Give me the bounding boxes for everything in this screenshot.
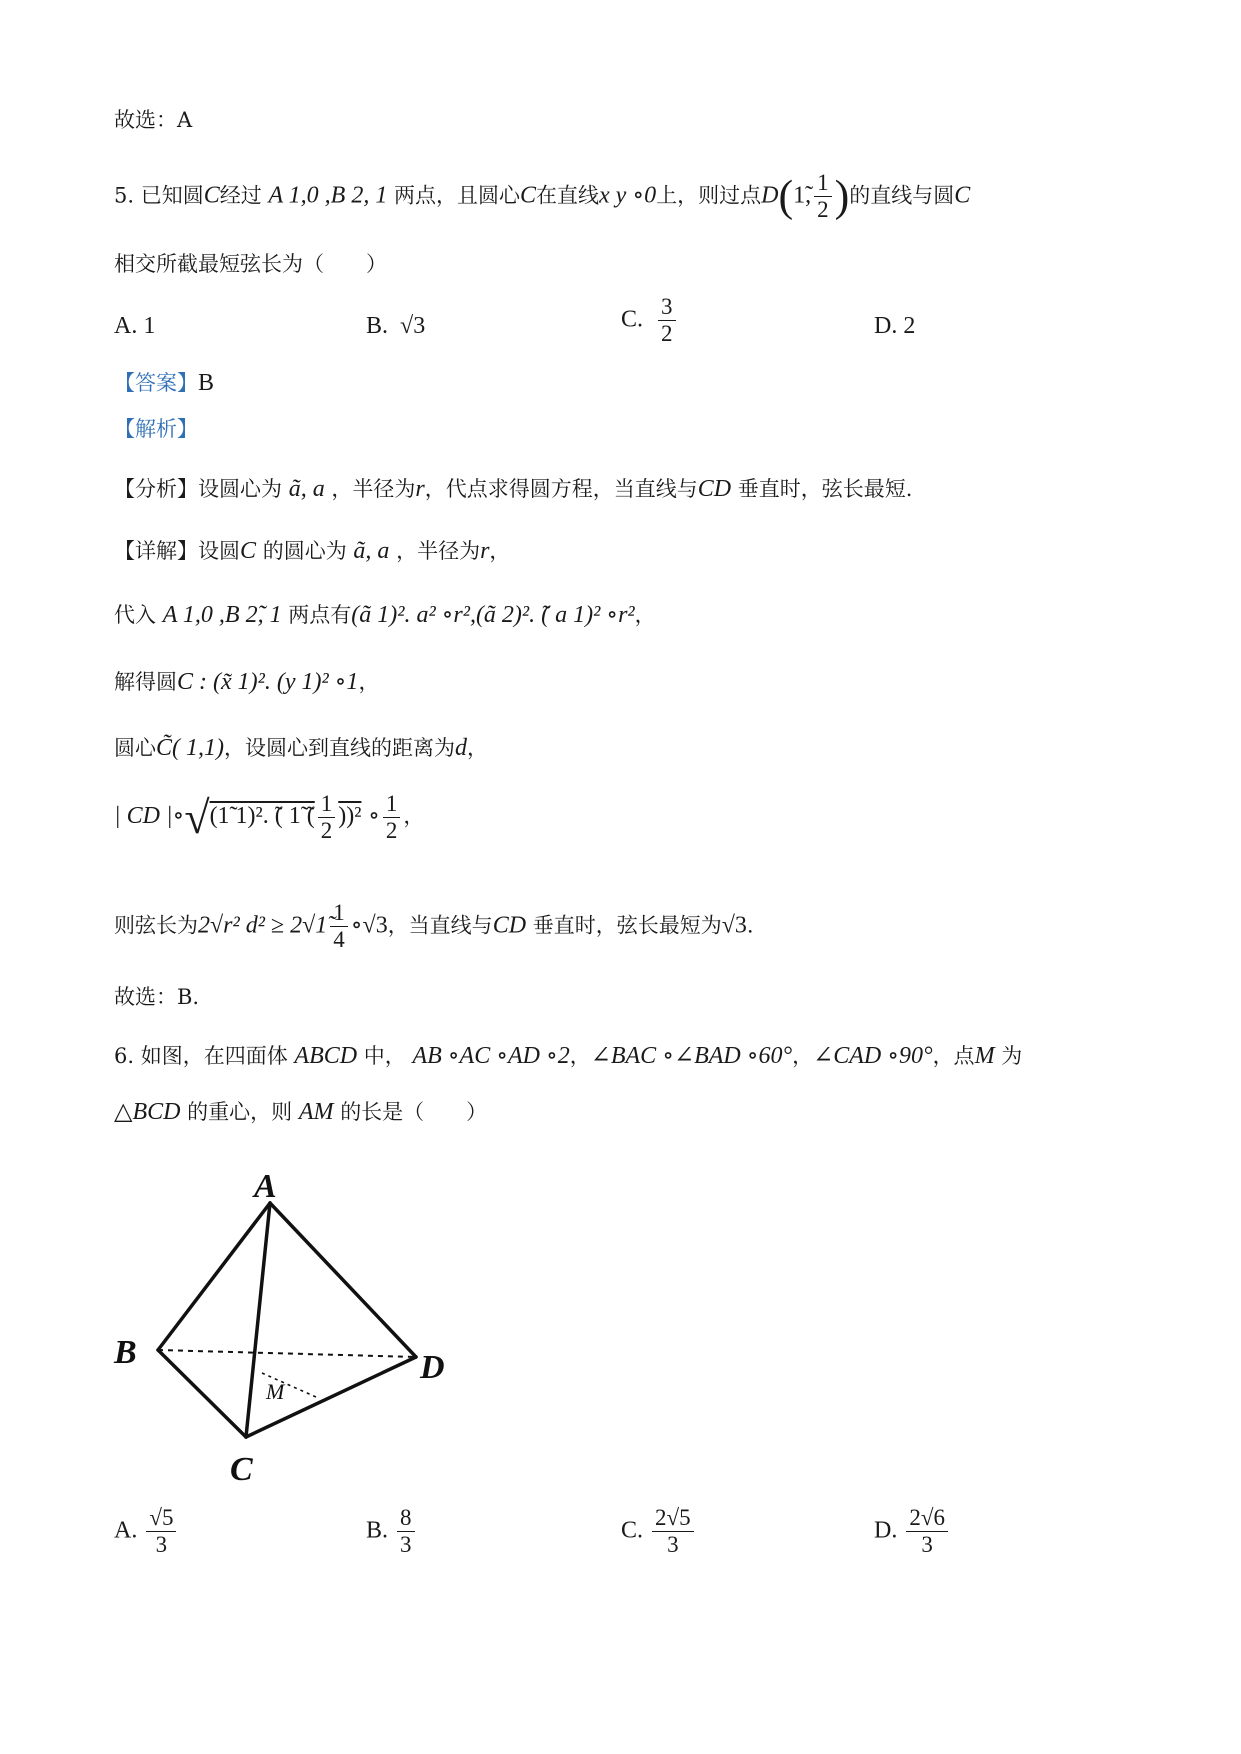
edge-bc (158, 1350, 246, 1437)
q5-stem-line1: 5. 已知圆C经过 A 1,0 ,B 2, 1 两点，且圆心C在直线x y ∘0上，则过点D(1̃, $\frac{1}{2}$ )的直线与圆C (114, 170, 971, 223)
q6-option-b: B. $\frac{8}{3}$ (366, 1505, 418, 1559)
label-c: C (230, 1451, 253, 1488)
q5-circle-equation: 解得圆C : (x̃ 1)². (y 1)² ∘1， (114, 669, 380, 695)
q5-option-c-fraction: $\frac{3}{2}$ (658, 294, 676, 348)
q5-line-expr: x y ∘0 (599, 182, 657, 209)
cd-radicand: (1̃ 1)². ̃( 1̃ ̃( $\frac{1}{2}$ ))² (209, 790, 362, 844)
q5-option-d: D. 2 (874, 313, 916, 339)
q5-option-a: A. 1 (114, 313, 156, 339)
q6-number: 6. (114, 1044, 135, 1068)
q5-xiangjie: 【详解】设圆C 的圆心为 ã, a ，半径为r， (114, 538, 511, 564)
label-m: M (266, 1379, 285, 1404)
q6-option-c: C. $\frac{2√5}{3}$ (621, 1505, 697, 1559)
q5-point-d-fraction: $\frac{1}{2}$ (814, 170, 832, 224)
q5-text: 经过 (219, 183, 262, 208)
q5-points: A 1,0 ,B 2, 1 (268, 182, 388, 209)
q5-number: 5. (114, 183, 135, 208)
q5-fenxi: 【分析】设圆心为 ã, a ，半径为r，代点求得圆方程，当直线与CD 垂直时，弦长最短. (114, 476, 913, 502)
xiangjie-tag: 【详解】 (114, 539, 198, 563)
q5-option-c: C. $\frac{3}{2}$ (621, 294, 679, 348)
tetrahedron-figure (110, 1155, 460, 1495)
edge-ad (270, 1203, 416, 1357)
q5-answer: 【答案】B (114, 370, 215, 396)
q5-center: 圆心C̃( 1,1)，设圆心到直线的距离为d， (114, 735, 488, 761)
q5-text: 两点，且圆心 (394, 183, 521, 208)
label-d: D (420, 1349, 445, 1386)
q6-option-a: A. $\frac{√5}{3}$ (114, 1505, 179, 1559)
answer-tag: 【答案】 (114, 371, 198, 395)
q5-circle-c: C (954, 182, 971, 209)
q5-text: 在直线 (536, 183, 600, 208)
q5-cd-length: | CD |∘√(1̃ 1)². ̃( 1̃ ̃( $\frac{1}{2}$ ))² ∘ $\frac{1}{2}$ ， (114, 790, 425, 844)
label-b: B (114, 1334, 137, 1371)
previous-conclusion: 故选：A (114, 108, 193, 132)
q5-text: 上，则过点 (656, 183, 762, 208)
edge-ab (158, 1203, 270, 1350)
fenxi-tag: 【分析】 (114, 477, 198, 501)
q5-point-d-x: 1̃, (793, 182, 812, 209)
q5-stem-line2: 相交所截最短弦长为（ ） (114, 252, 387, 276)
q6-option-d: D. $\frac{2√6}{3}$ (874, 1505, 951, 1559)
q5-option-b-value: √3 (400, 313, 426, 339)
q5-conclusion: 故选：B. (114, 985, 200, 1009)
q5-circle-c: C (520, 182, 537, 209)
q5-option-b: B. √3 (366, 313, 426, 339)
q5-text: 已知圆 (140, 183, 204, 208)
q5-point-d: D (761, 182, 779, 209)
q5-circle-c: C (203, 182, 220, 209)
q6-stem-line2: △BCD 的重心，则 AM 的长是（ ） (114, 1099, 488, 1125)
label-a: A (254, 1168, 277, 1205)
q5-chord-length: 则弦长为2√r² d² ≥ 2√1̃ $\frac{1}{4}$ ∘√3，当直线与CD 垂直时，弦长最短为√3. (114, 900, 754, 953)
q5-substitution: 代入 A 1,0 ,B 2̃, 1 两点有(ã 1)². a² ∘r²,(ã 2)². ̃( a 1)² ∘r²， (114, 602, 656, 628)
edge-bd-hidden (158, 1350, 416, 1357)
analysis-tag: 【解析】 (114, 417, 198, 441)
q5-text: 的直线与圆 (849, 183, 955, 208)
q6-stem-line1: 6. 如图，在四面体 ABCD 中， AB ∘AC ∘AD ∘2，∠BAC ∘∠BAD ∘60°，∠CAD ∘90°，点M 为 (114, 1043, 1023, 1069)
